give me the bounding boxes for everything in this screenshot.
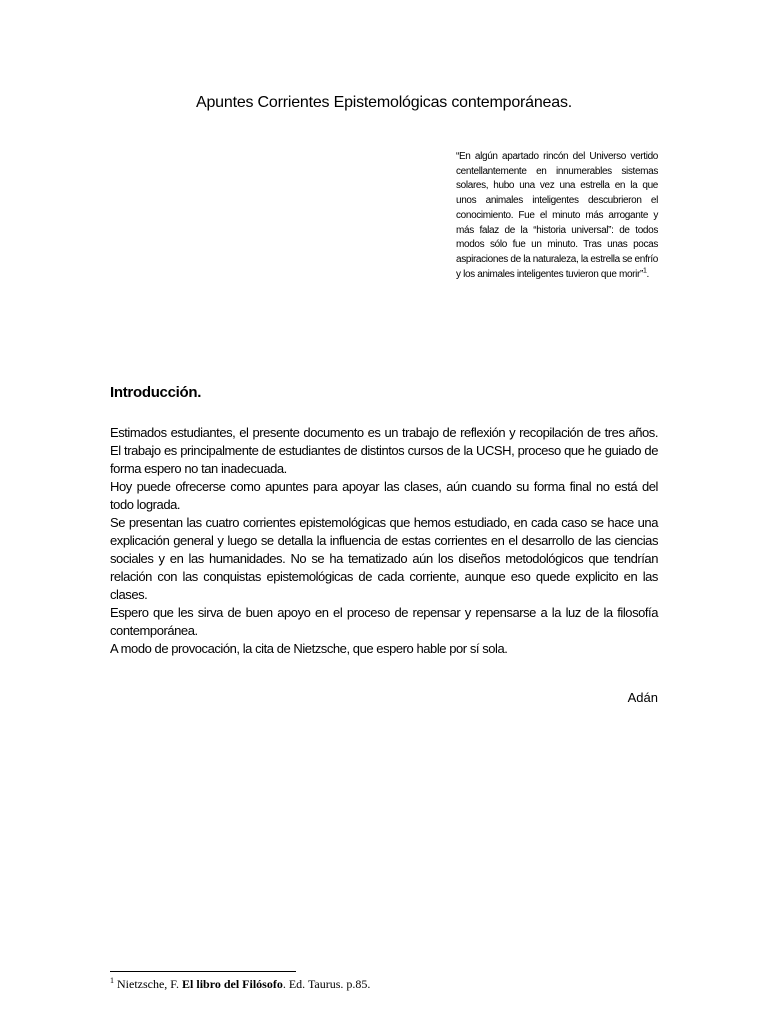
paragraph: Espero que les sirva de buen apoyo en el proceso de repensar y repensarse a la luz de la filosofía contemporánea.	[110, 605, 658, 638]
paragraph: Hoy puede ofrecerse como apuntes para apoyar las clases, aún cuando su forma final no está del todo lograda.	[110, 479, 658, 512]
paragraph: A modo de provocación, la cita de Nietzsche, que espero hable por sí sola.	[110, 641, 508, 656]
footnote-divider	[110, 971, 296, 972]
epigraph-quote	[456, 150, 658, 282]
epigraph-footnote-marker: 1	[642, 267, 647, 275]
epigraph-end: .	[646, 268, 649, 280]
footnote-marker: 1	[110, 976, 114, 985]
footnote-book-title: El libro del Filósofo	[182, 977, 283, 991]
paragraph: Se presentan las cuatro corrientes epistemológicas que hemos estudiado, en cada caso se hace una explicación general y luego se detalla la influencia de estas corrientes en el desarrollo de las ciencias sociales y en las humanidades. No se ha tematizado aún los diseños metodológicos que tendrían relación con las conquistas epistemológicas de cada corriente, aunque eso quede explicito en las clases.	[110, 515, 658, 602]
section-heading-introduccion: Introducción.	[110, 384, 202, 401]
epigraph-text: “En algún apartado rincón del Universo vertido centellantemente en innumerables sistemas solares, hubo una vez una estrella en la que unos animales inteligentes descubrieron el conocimiento. Fue el minuto más arrogante y más falaz de la “historia universal”: de todos modos sólo fue un minuto. Tras unas pocas aspiraciones de la naturaleza, la estrella se enfrío y los animales inteligentes tuvieron que morir”	[456, 151, 658, 280]
introduction-body	[110, 424, 658, 658]
footnote-author: Nietzsche, F.	[117, 977, 180, 991]
author-signature: Adán	[627, 690, 658, 705]
paragraph: Estimados estudiantes, el presente documento es un trabajo de reflexión y recopilación de tres años. El trabajo es principalmente de estudiantes de distintos cursos de la UCSH, proceso que he guiado de forma espero no tan inadecuada.	[110, 425, 658, 476]
footnote-details: . Ed. Taurus. p.85.	[282, 977, 371, 991]
footnote	[110, 977, 370, 992]
document-title: Apuntes Corrientes Epistemológicas contemporáneas.	[196, 94, 572, 111]
